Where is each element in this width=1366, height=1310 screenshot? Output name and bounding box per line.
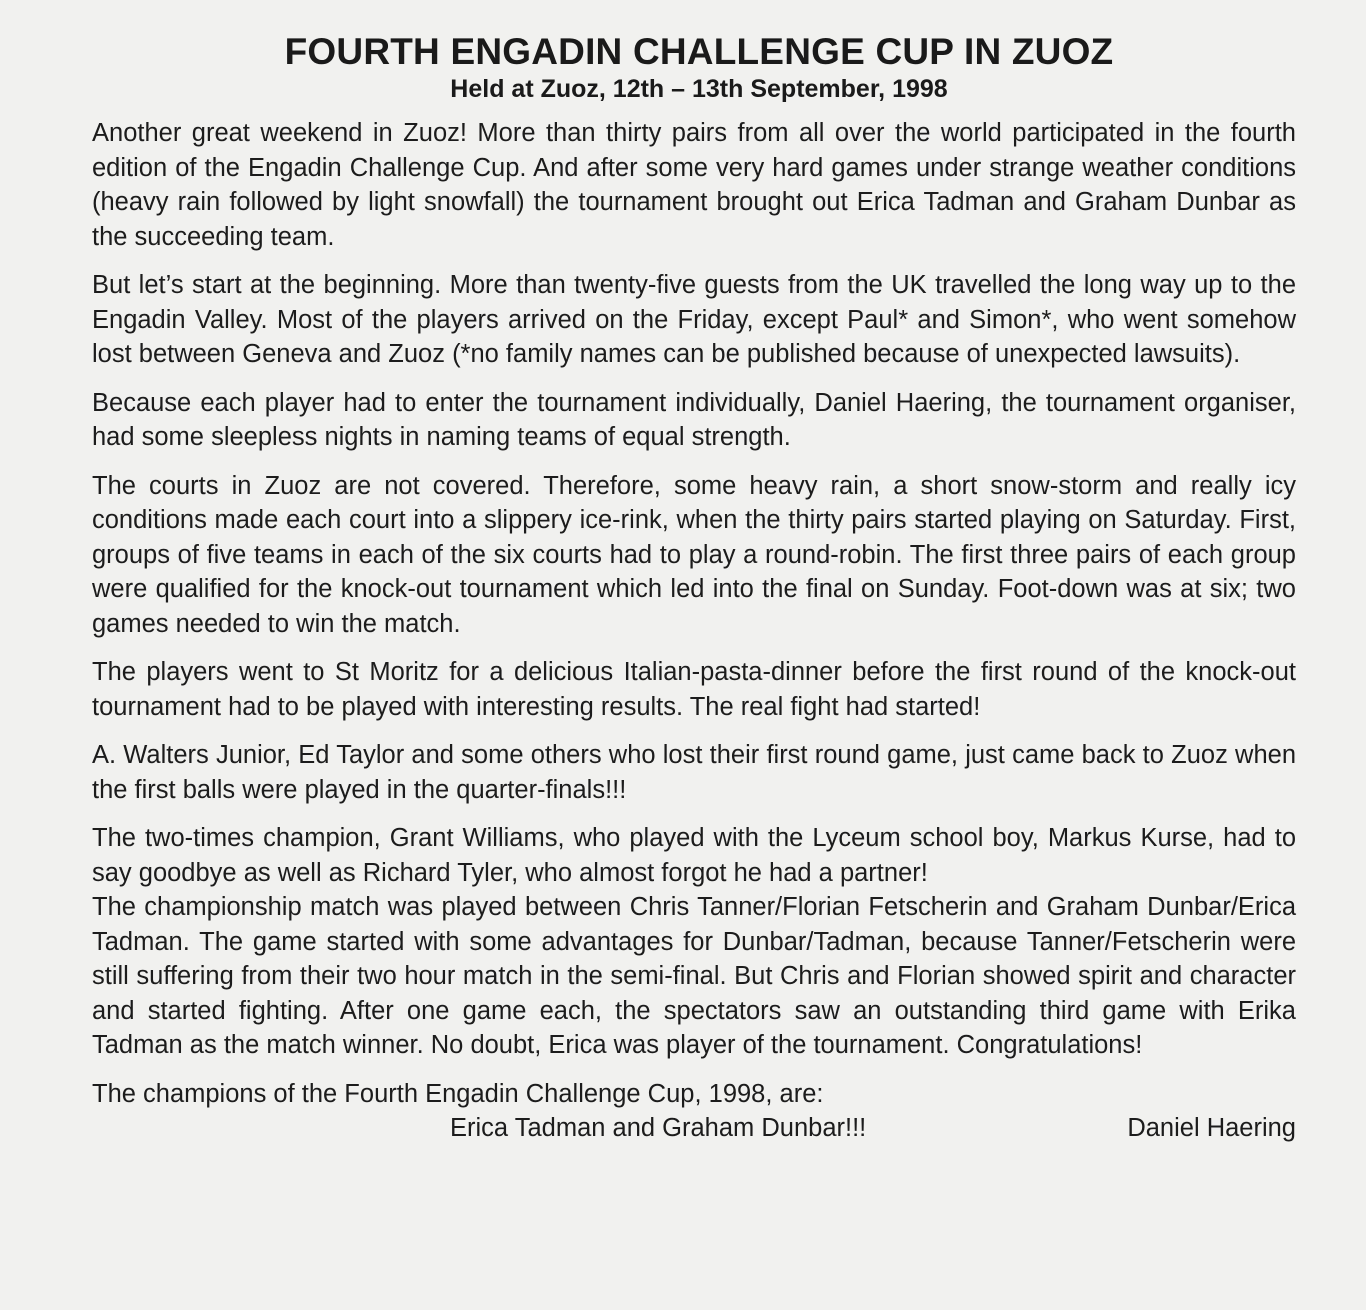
champions-names: Erica Tadman and Graham Dunbar!!! bbox=[450, 1114, 867, 1142]
paragraph-intro: Another great weekend in Zuoz! More than thirty pairs from all over the world participated in the fourth edition of the Engadin Challenge Cup. And after some very hard games under strange weather conditions (heavy rain followed by light snowfall) the tournament brought out Erica Tadman and Graham Dunbar as the succeeding team. bbox=[92, 119, 1296, 251]
signoff bbox=[92, 1111, 1296, 1147]
paragraph-knockouts: The two-times champion, Grant Williams, who played with the Lyceum school boy, Markus Kurse, had to say goodbye as well as Richard Tyler, who almost forgot he had a partner! bbox=[92, 824, 1296, 887]
article-subtitle: Held at Zuoz, 12th – 13th September, 1998 bbox=[450, 75, 948, 103]
paragraph-courts: The courts in Zuoz are not covered. Therefore, some heavy rain, a short snow-storm and really icy conditions made each court into a slippery ice-rink, when the thirty pairs started playing on Saturday. First, groups of five teams in each of the six courts had to play a round-robin. The first three pairs of each group were qualified for the knock-out tournament which led into the final on Sunday. Foot-down was at six; two games needed to win the match. bbox=[92, 471, 1296, 638]
article-title: FOURTH ENGADIN CHALLENGE CUP IN ZUOZ bbox=[284, 31, 1114, 72]
author-signature: Daniel Haering bbox=[1127, 1114, 1296, 1142]
paragraph-teams: Because each player had to enter the tournament individually, Daniel Haering, the tournament organiser, had some sleepless nights in naming teams of equal strength. bbox=[92, 388, 1296, 451]
paragraph-dinner: The players went to St Moritz for a delicious Italian-pasta-dinner before the first round of the knock-out tournament had to be played with interesting results. The real fight had started! bbox=[92, 658, 1296, 721]
paragraph-final: The championship match was played between Chris Tanner/Florian Fetscherin and Graham Dunbar/Erica Tadman. The game started with some advantages for Dunbar/Tadman, because Tanner/Fetscherin were still suffering from their two hour match in the semi-final. But Chris and Florian showed spirit and character and started fighting. After one game each, the spectators saw an outstanding third game with Erika Tadman as the match winner. No doubt, Erica was player of the tournament. Congratulations! bbox=[92, 893, 1296, 1059]
paragraph-quarter-finals: A. Walters Junior, Ed Taylor and some others who lost their first round game, just came back to Zuoz when the first balls were played in the quarter-finals!!! bbox=[92, 741, 1296, 804]
closing-line: The champions of the Fourth Engadin Challenge Cup, 1998, are: bbox=[92, 1079, 824, 1108]
paragraph-arrival: But let’s start at the beginning. More than twenty-five guests from the UK travelled the long way up to the Engadin Valley. Most of the players arrived on the Friday, except Paul* and Simon*, who went somehow lost between Geneva and Zuoz (*no family names can be published because of unexpected lawsuits). bbox=[92, 271, 1296, 368]
